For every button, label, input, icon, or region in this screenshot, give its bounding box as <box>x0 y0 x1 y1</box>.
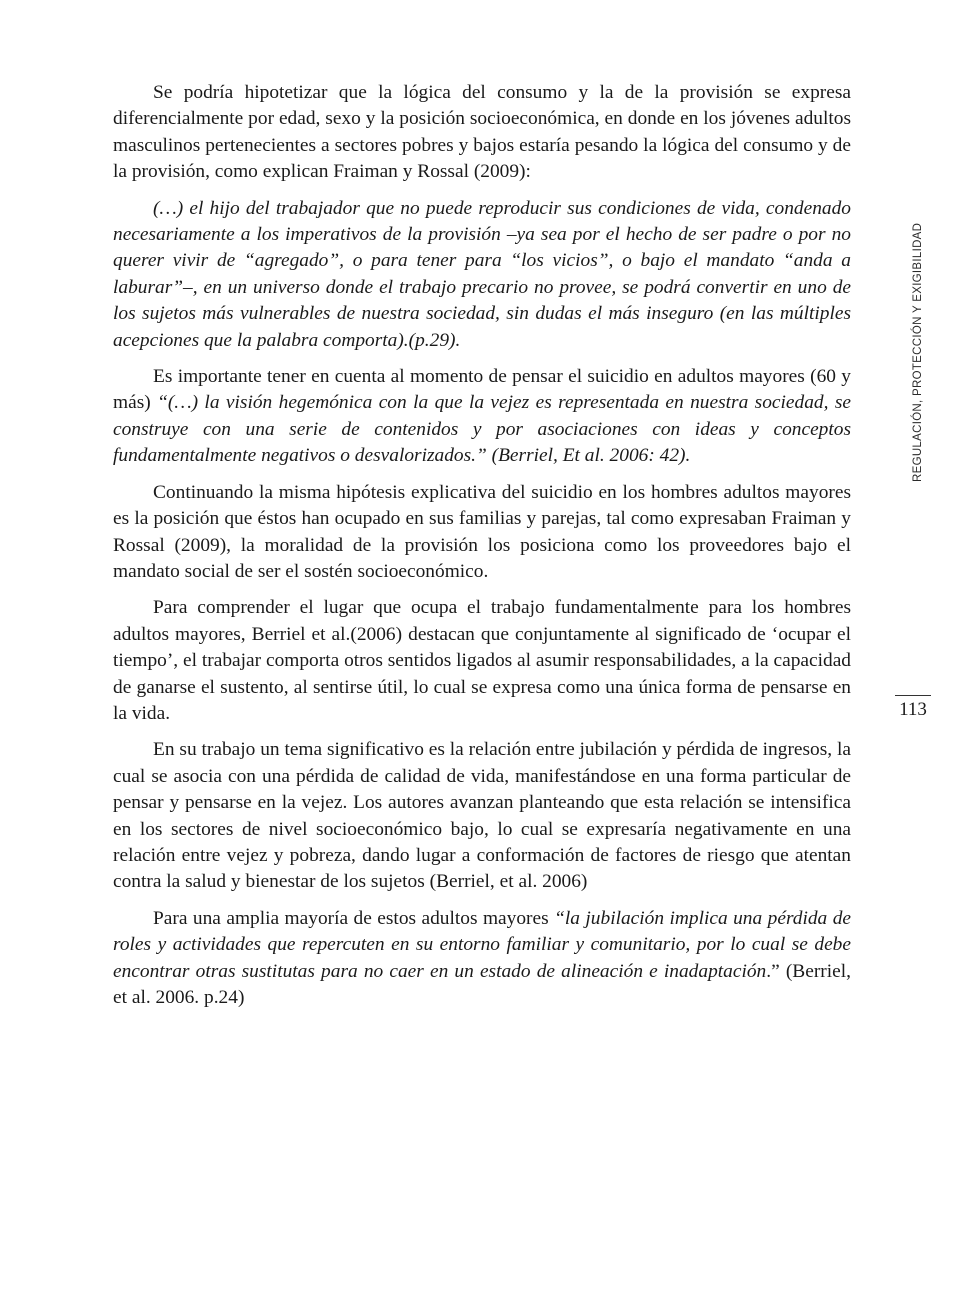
paragraph-6-intro: Para una amplia mayoría de estos adultos mayores <box>153 907 555 929</box>
paragraph-2 <box>113 364 851 470</box>
paragraph-3: Continuando la misma hipótesis explicativa del suicidio en los hombres adultos mayores es la posición que éstos han ocupado en sus familias y parejas, tal como expresaban Fraiman y Rossal (2009), la moralidad de la provisión los posiciona como los proveedores bajo el mandato social de ser el sostén socioeconómico. <box>113 481 851 582</box>
page-number: 113 <box>899 699 927 720</box>
paragraph-2-intro: Es importante tener en cuenta al momento de pensar el suicidio en adultos mayores (60 y más) <box>113 366 851 414</box>
page-number-rule <box>895 695 931 696</box>
paragraph-4: Para comprender el lugar que ocupa el trabajo fundamentalmente para los hombres adultos mayores, Berriel et al.(2006) destacan que conjuntamente al significado de ‘ocupar el tiempo’, el trabajar comporta otros sentidos ligados al asumir responsabilidades, a la capacidad de ganarse el sustento, al sentirse útil, lo cual se expresa como una única forma de pensarse en la vida. <box>113 597 851 724</box>
page-body <box>113 80 851 1021</box>
paragraph-1: Se podría hipotetizar que la lógica del consumo y la de la provisión se expresa diferencialmente por edad, sexo y la posición socioeconómica, en donde en los jóvenes adultos masculinos pertenecientes a sectores pobres y bajos estaría pesando la lógica del consumo y de la provisión, como explican Fraiman y Rossal (2009): <box>113 82 851 183</box>
paragraph-6-quote: “la jubilación implica una pérdida de roles y actividades que repercuten en su entorno familiar y comunitario, por lo cual se debe encontrar otras sustitutas para no caer en un estado de alineación e inadaptación <box>113 907 851 982</box>
paragraph-5: En su trabajo un tema significativo es la relación entre jubilación y pérdida de ingresos, la cual se asocia con una pérdida de calidad de vida, manifestándose en una forma particular de pensar y pensarse en la vejez. Los autores avanzan planteando que esta relación se intensifica en los sectores de nivel socioeconómico bajo, lo cual se expresaría negativamente en una relación entre vejez y pobreza, dando lugar a conformación de factores de riesgo que atentan contra la salud y bienestar de los sujetos (Berriel, et al. 2006) <box>113 739 851 893</box>
paragraph-2-quote: “(…) la visión hegemónica con la que la vejez es representada en nuestra sociedad, se construye con una serie de contenidos y por asociaciones con ideas y conceptos fundamentalmente negativos o desvalorizados.” (Berriel, Et al. 2006: 42). <box>113 392 851 467</box>
running-header: REGULACIÓN, PROTECCIÓN Y EXIGIBILIDAD <box>912 222 924 482</box>
paragraph-6-citation: .” (Berriel, et al. 2006. p.24) <box>113 960 851 1008</box>
paragraph-6 <box>113 906 851 1012</box>
block-quote: (…) el hijo del trabajador que no puede reproducir sus condiciones de vida, condenado necesariamente a los imperativos de la provisión –ya sea por el hecho de ser padre o por no querer vivir de “agregado”, o para tener para “los vicios”, o bajo el mandato “anda a laburar”–, en un universo donde el trabajo precario no provee, se podrá convertir en uno de los sujetos más vulnerables de nuestra sociedad, sin dudas el más inseguro (en las múltiples acepciones que la palabra comporta).(p.29). <box>113 197 851 351</box>
